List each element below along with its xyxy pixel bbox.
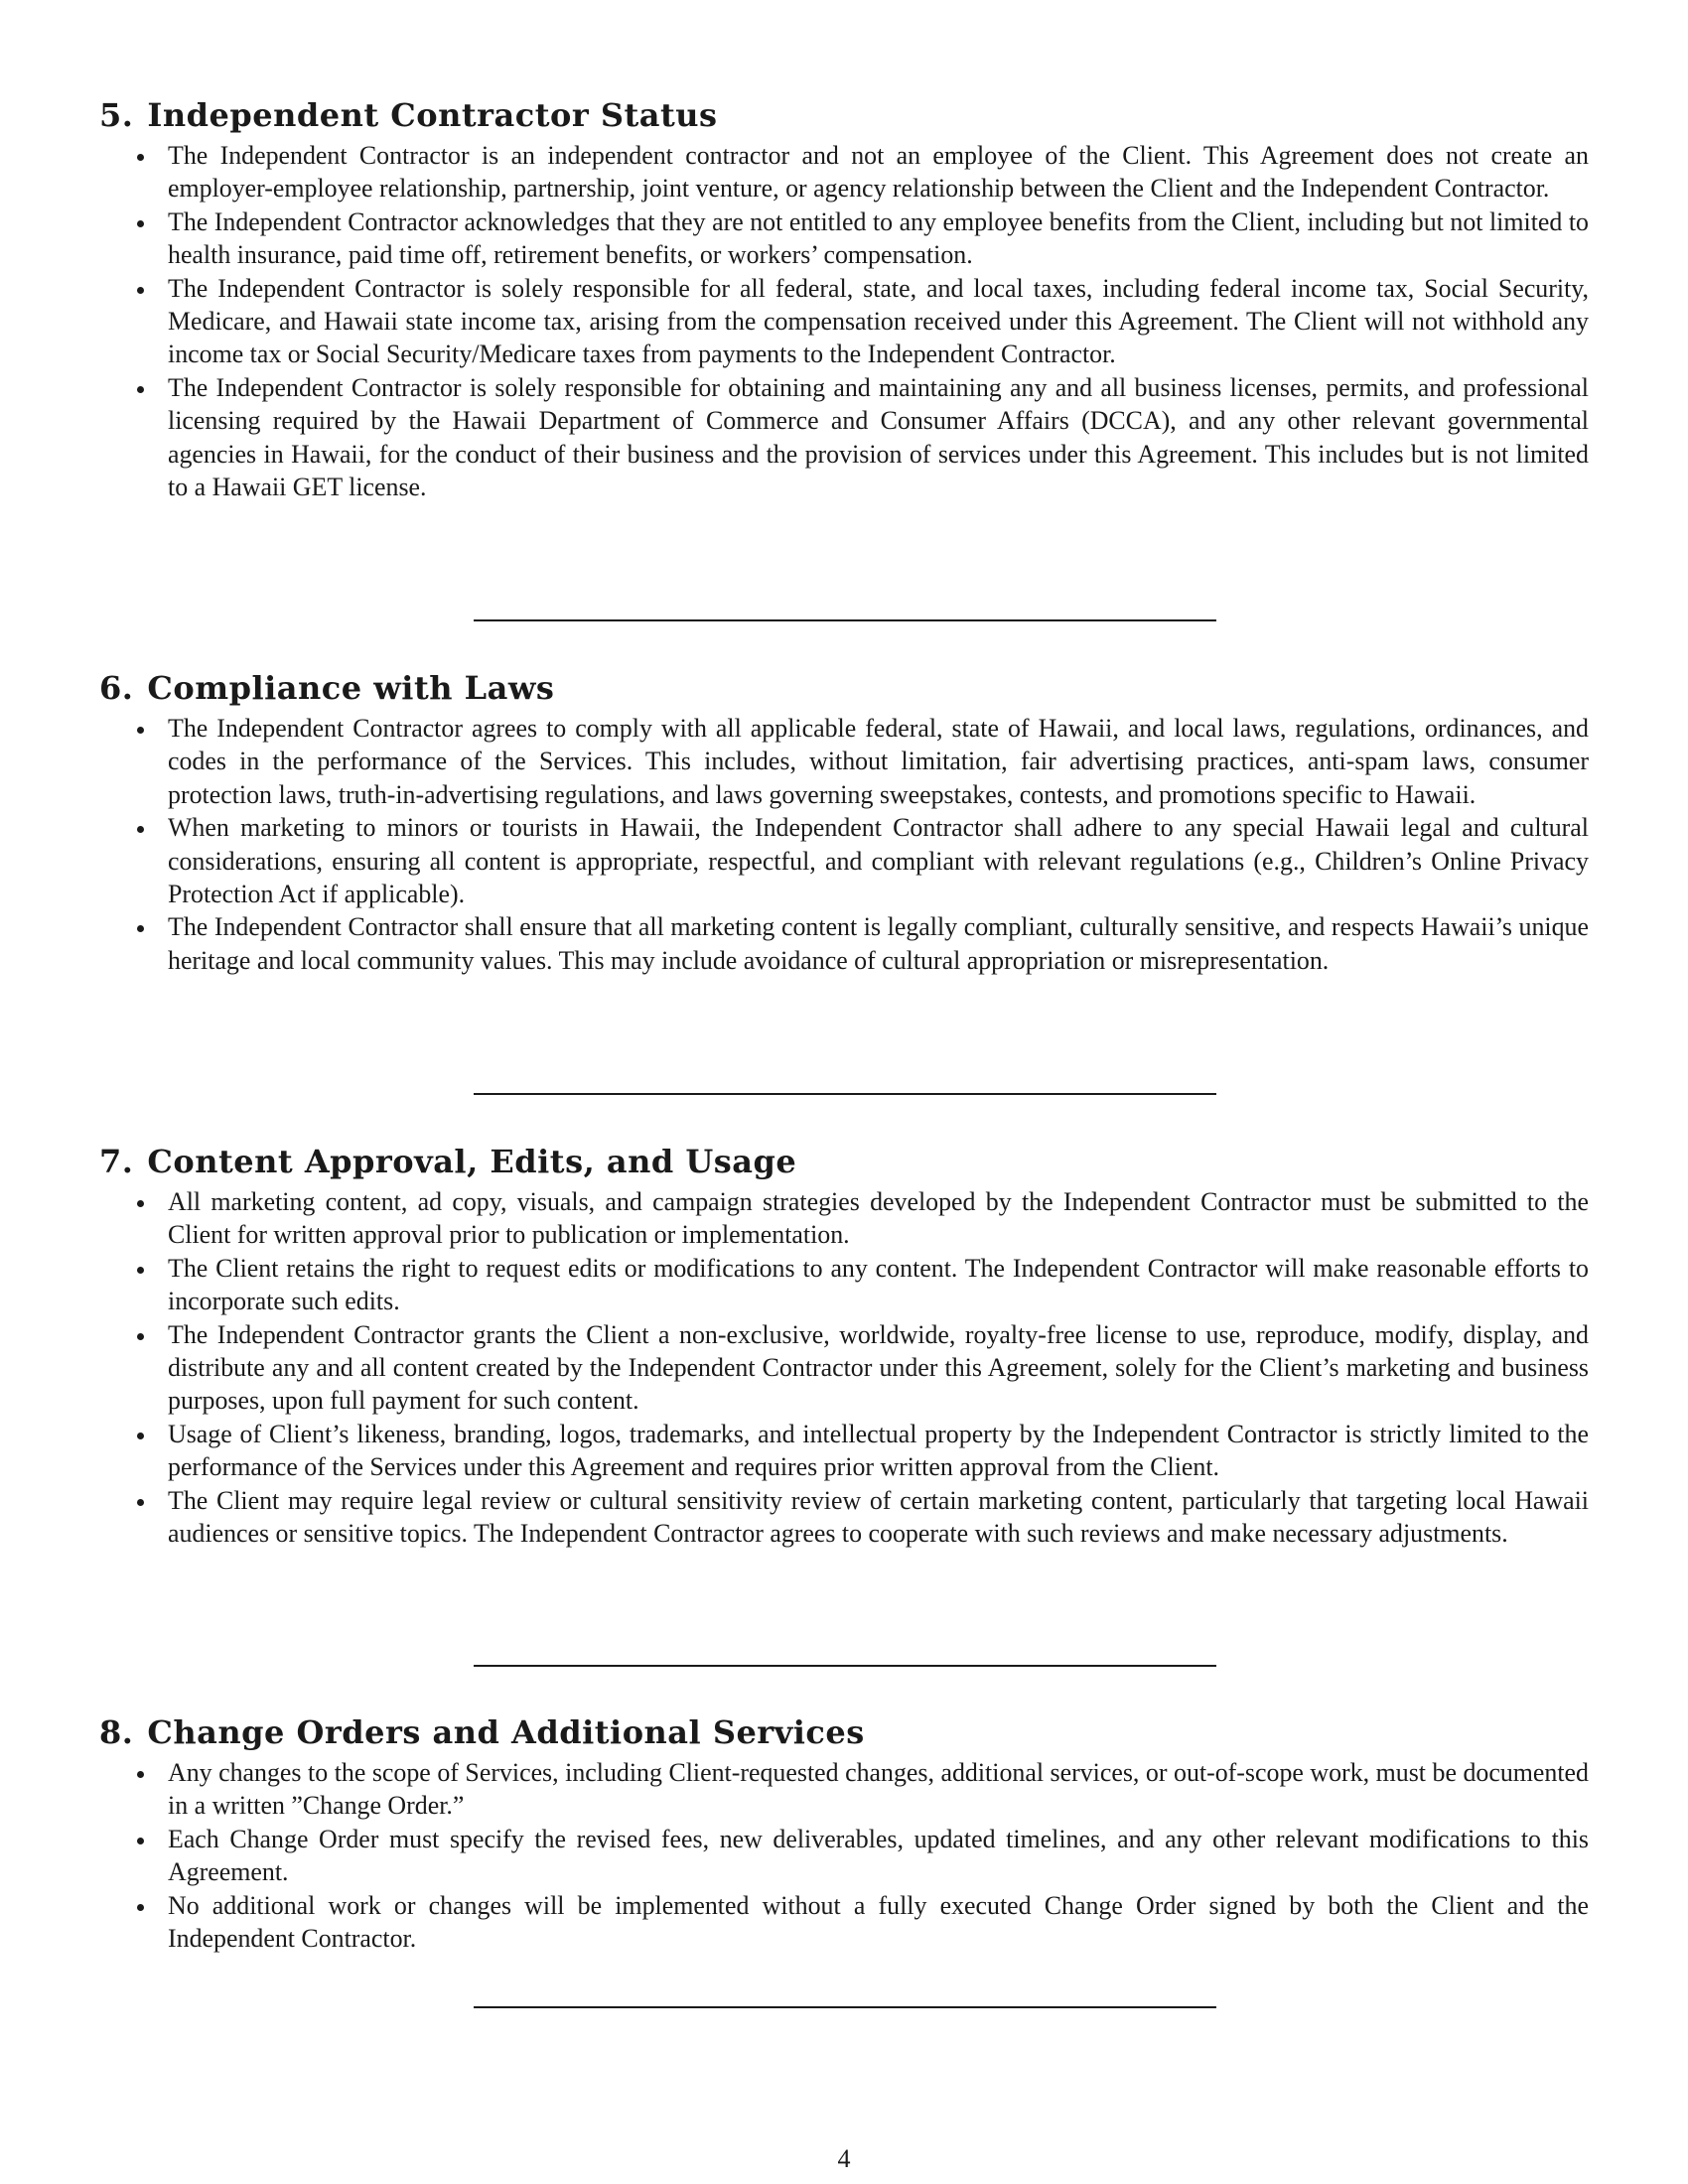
section-heading <box>99 1142 1589 1181</box>
section-title: Change Orders and Additional Services <box>147 1713 865 1751</box>
bullet-text: The Independent Contractor grants the Client a non-exclusive, worldwide, royalty-free license to use, reproduce, modify, display, and distribute any and all content created by the Independent Contractor under this Agreement, solely for the Client’s marketing and business purposes, upon full payment for such content. <box>168 1319 1589 1416</box>
bullet-text: The Independent Contractor acknowledges that they are not entitled to any employee benefits from the Client, including but not limited to health insurance, paid time off, retirement benefits, or workers’ compensation. <box>168 206 1589 270</box>
bullet-icon <box>137 727 144 734</box>
bullet-icon <box>137 826 144 833</box>
section-title: Compliance with Laws <box>147 669 555 707</box>
section-compliance-with-laws <box>99 668 1589 977</box>
bullet-text: The Independent Contractor is solely responsible for obtaining and maintaining any and all business licenses, permits, and professional licensing required by the Hawaii Department of Commerce and Consumer Affairs (DCCA), and any other relevant governmental agencies in Hawaii, for the conduct of their business and the provision of services under this Agreement. This includes but is not limited to a Hawaii GET license. <box>168 372 1589 502</box>
bullet-text: Any changes to the scope of Services, including Client-requested changes, additional services, or out-of-scope work, must be documented in a written ”Change Order.” <box>168 1758 1589 1821</box>
bullet-icon <box>137 154 144 161</box>
list-item <box>99 139 1589 205</box>
bullet-text: Each Change Order must specify the revised fees, new deliverables, updated timelines, and any other relevant modifications to this Agreement. <box>168 1824 1589 1887</box>
bullet-text: The Independent Contractor shall ensure that all marketing content is legally compliant, culturally sensitive, and respects Hawaii’s unique heritage and local community values. This may include avoidance of cultural appropriation or misrepresentation. <box>168 912 1589 975</box>
page-number: 4 <box>837 2144 851 2173</box>
bullet-text: The Independent Contractor is an independent contractor and not an employee of the Client. This Agreement does not create an employer-employee relationship, partnership, joint venture, or agency relationship between the Client and the Independent Contractor. <box>168 141 1589 204</box>
section-title: Independent Contractor Status <box>147 96 718 134</box>
bullet-list <box>99 1756 1589 1955</box>
bullet-icon <box>137 1771 144 1778</box>
bullet-icon <box>137 925 144 932</box>
section-number: 5. <box>99 96 134 134</box>
bullet-text: The Client retains the right to request edits or modifications to any content. The Independent Contractor will make reasonable efforts to incorporate such edits. <box>168 1253 1589 1316</box>
section-content-approval <box>99 1142 1589 1550</box>
bullet-icon <box>137 1499 144 1506</box>
section-divider <box>474 1093 1216 1095</box>
bullet-icon <box>137 1267 144 1274</box>
list-item <box>99 811 1589 910</box>
list-item <box>99 205 1589 272</box>
bullet-icon <box>137 1838 144 1844</box>
section-divider <box>474 2006 1216 2008</box>
bullet-icon <box>137 1433 144 1439</box>
section-heading <box>99 95 1589 135</box>
bullet-text: The Client may require legal review or cultural sensitivity review of certain marketing content, particularly that targeting local Hawaii audiences or sensitive topics. The Independent Contractor agrees to cooperate with such reviews and make necessary adjustments. <box>168 1485 1589 1549</box>
section-number: 6. <box>99 669 134 707</box>
bullet-text: The Independent Contractor is solely responsible for all federal, state, and local taxes, including federal income tax, Social Security, Medicare, and Hawaii state income tax, arising from the compensation received under this Agreement. The Client will not withhold any income tax or Social Security/Medicare taxes from payments to the Independent Contractor. <box>168 273 1589 369</box>
section-change-orders <box>99 1712 1589 1955</box>
bullet-text: When marketing to minors or tourists in Hawaii, the Independent Contractor shall adhere to any special Hawaii legal and cultural considerations, ensuring all content is appropriate, respectful, and compliant with relevant regulations (e.g., Children’s Online Privacy Protection Act if applicable). <box>168 813 1589 909</box>
bullet-icon <box>137 287 144 294</box>
list-item <box>99 1823 1589 1889</box>
bullet-icon <box>137 386 144 393</box>
section-divider <box>474 619 1216 621</box>
section-heading <box>99 1712 1589 1752</box>
list-item <box>99 910 1589 977</box>
bullet-text: Usage of Client’s likeness, branding, logos, trademarks, and intellectual property by the Independent Contractor is strictly limited to the performance of the Services under this Agreement and requires prior written approval from the Client. <box>168 1419 1589 1482</box>
bullet-list <box>99 139 1589 503</box>
section-heading <box>99 668 1589 708</box>
section-number: 7. <box>99 1143 134 1180</box>
list-item <box>99 1252 1589 1318</box>
section-independent-contractor-status <box>99 95 1589 503</box>
list-item <box>99 1318 1589 1418</box>
bullet-icon <box>137 1200 144 1207</box>
section-number: 8. <box>99 1713 134 1751</box>
list-item <box>99 371 1589 504</box>
list-item <box>99 1418 1589 1484</box>
list-item <box>99 1889 1589 1956</box>
list-item <box>99 712 1589 811</box>
bullet-icon <box>137 1904 144 1911</box>
section-title: Content Approval, Edits, and Usage <box>147 1143 797 1180</box>
bullet-list <box>99 1185 1589 1550</box>
list-item <box>99 1484 1589 1551</box>
bullet-icon <box>137 1333 144 1340</box>
list-item <box>99 1756 1589 1823</box>
bullet-list <box>99 712 1589 977</box>
list-item <box>99 1185 1589 1252</box>
bullet-text: All marketing content, ad copy, visuals, and campaign strategies developed by the Independent Contractor must be submitted to the Client for written approval prior to publication or implementation. <box>168 1187 1589 1250</box>
section-divider <box>474 1665 1216 1667</box>
list-item <box>99 272 1589 371</box>
bullet-text: No additional work or changes will be implemented without a fully executed Change Order signed by both the Client and the Independent Contractor. <box>168 1890 1589 1954</box>
bullet-text: The Independent Contractor agrees to comply with all applicable federal, state of Hawaii, and local laws, regulations, ordinances, and codes in the performance of the Services. This includes, without limitation, fair advertising practices, anti-spam laws, consumer protection laws, truth-in-advertising regulations, and laws governing sweepstakes, contests, and promotions specific to Hawaii. <box>168 714 1589 809</box>
bullet-icon <box>137 220 144 227</box>
